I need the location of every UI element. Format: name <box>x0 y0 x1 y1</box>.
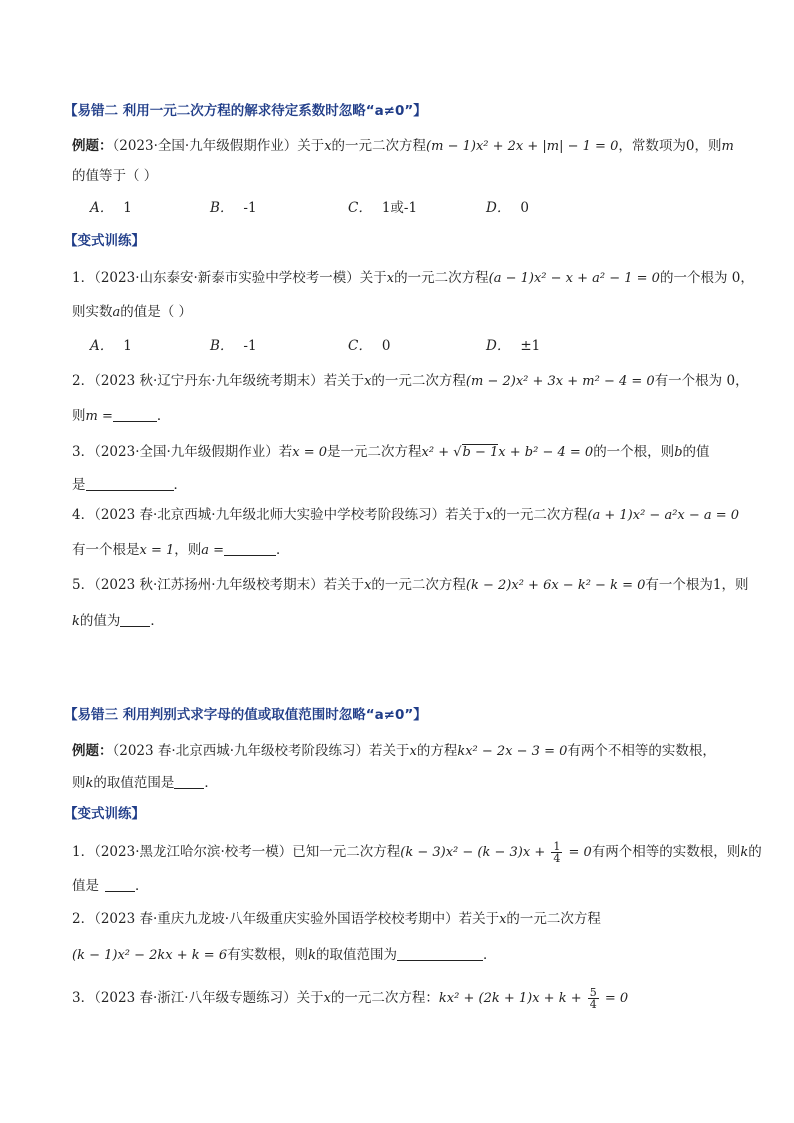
text: 4．（2023 春·北京西城·九年级北师大实验中学校考阶段练习）若关于 <box>72 507 486 523</box>
question-2-5-line-1 <box>72 575 748 596</box>
text: 值是 <box>72 878 99 894</box>
question-3-1-line-2 <box>72 876 149 896</box>
var-x: x <box>386 271 395 286</box>
text: 的值为 <box>79 613 121 629</box>
option-c <box>348 336 390 356</box>
option-d <box>486 198 529 218</box>
option-b <box>210 198 257 218</box>
example-3-line-2 <box>72 773 218 794</box>
text: ，则 <box>721 577 749 593</box>
fraction <box>588 987 599 1010</box>
question-2-3-line-1 <box>72 442 710 463</box>
text: 的一元二次方程 <box>394 270 489 286</box>
text: 的取值范围为 <box>315 947 397 963</box>
var-x: x <box>499 912 507 927</box>
question-2-2-line-2 <box>72 406 170 427</box>
text: 的一元二次方程 <box>371 577 466 593</box>
text: 的值是（ ） <box>120 304 193 320</box>
text: ． <box>482 947 497 963</box>
radicand: b − 1 <box>462 445 499 460</box>
question-2-1-line-1 <box>72 268 754 289</box>
text: ，则 <box>694 138 722 154</box>
text: 的一元二次方程 <box>331 138 427 154</box>
text: 有一个根为 0， <box>654 373 749 389</box>
option-value: 0 <box>520 200 529 216</box>
text: 则 <box>72 775 86 791</box>
equation: (a + 1)x² − a²x − a = 0 <box>587 508 740 523</box>
var-x: x <box>409 744 417 759</box>
equation: a = <box>201 543 225 558</box>
question-3-3-line-1 <box>72 987 628 1010</box>
option-a <box>90 198 132 218</box>
text: ． <box>276 542 290 558</box>
text: 的一个根，则 <box>593 444 675 460</box>
text: 的一元二次方程 <box>371 373 466 389</box>
fraction <box>551 841 562 864</box>
text: 是一元二次方程 <box>327 444 422 460</box>
text: 的一元二次方程 <box>492 507 588 523</box>
equation: x² + <box>421 445 454 460</box>
text: 有两个相等的实数根，则 <box>591 844 741 860</box>
question-3-2-line-2 <box>72 945 496 966</box>
answer-blank[interactable] <box>105 877 135 892</box>
answer-blank[interactable] <box>120 612 150 627</box>
option-value: 1或-1 <box>381 200 418 216</box>
option-value: 1 <box>123 200 132 216</box>
answer-blank[interactable] <box>113 407 157 422</box>
text: ． <box>156 408 171 424</box>
text: 1．（2023·黑龙江哈尔滨·校考一模）已知一元二次方程 <box>72 844 401 860</box>
equation: kx² + (2k + 1)x + k + <box>438 991 586 1006</box>
text: 有实数根，则 <box>227 947 309 963</box>
equation: (k − 1)x² − 2kx + k = 6 <box>72 948 228 963</box>
var-x: x <box>364 578 372 593</box>
numerator: 5 <box>589 986 597 999</box>
var-x: x <box>324 139 332 154</box>
text: 的一元二次方程： <box>330 990 439 1006</box>
text: 则 <box>72 408 86 424</box>
text: 的一元二次方程 <box>506 911 601 927</box>
text: 有一个根为 <box>645 577 713 593</box>
text: （2023 春·北京西城·九年级校考阶段练习）若关于 <box>112 743 410 759</box>
question-2-5-line-2 <box>72 611 164 632</box>
equation: kx² − 2x − 3 = 0 <box>457 744 568 759</box>
option-d <box>486 336 540 356</box>
text: ． <box>204 775 218 791</box>
question-2-2-line-1 <box>72 371 749 392</box>
option-value: ±1 <box>520 338 541 354</box>
text: 是 <box>72 477 86 493</box>
question-3-1-line-1 <box>72 841 762 864</box>
option-key: D． <box>486 200 511 216</box>
option-key: C． <box>348 338 372 354</box>
training-heading: 【变式训练】 <box>64 806 145 822</box>
equation: (m − 2)x² + 3x + m² − 4 = 0 <box>465 374 655 389</box>
text: （2023·全国·九年级假期作业）关于 <box>112 138 325 154</box>
option-key: B． <box>210 338 234 354</box>
option-value: -1 <box>243 200 257 216</box>
text: 的方程 <box>416 743 458 759</box>
var-k: k <box>740 845 749 860</box>
text: 的 <box>748 844 762 860</box>
text: 有一个根是 <box>72 542 140 558</box>
training-heading: 【变式训练】 <box>64 233 145 249</box>
equation: m = <box>85 409 113 424</box>
text: 0 <box>685 138 695 154</box>
question-2-1-line-2 <box>72 302 192 323</box>
equation: (m − 1)x² + 2x + |m| − 1 = 0 <box>426 139 619 154</box>
var-x: x <box>364 374 372 389</box>
equation: (k − 2)x² + 6x − k² − k = 0 <box>465 578 646 593</box>
text: 的一个根为 0， <box>659 270 754 286</box>
answer-blank[interactable] <box>86 476 174 491</box>
text: ，则 <box>174 542 202 558</box>
var-m: m <box>721 139 734 154</box>
answer-blank[interactable] <box>224 541 276 556</box>
option-b <box>210 336 257 356</box>
example-label: 例题： <box>72 743 113 759</box>
option-key: B． <box>210 200 234 216</box>
equation: = 0 <box>600 991 629 1006</box>
question-3-2-line-1 <box>72 909 601 930</box>
text: 的值 <box>682 444 710 460</box>
text: 2．（2023 春·重庆九龙坡·八年级重庆实验外国语学校校考期中）若关于 <box>72 911 500 927</box>
text: ，常数项为 <box>618 138 686 154</box>
text: 则实数 <box>72 304 113 320</box>
section-title-3: 【易错三 利用判别式求字母的值或取值范围时忽略“a≠0”】 <box>64 707 427 723</box>
equation: (a − 1)x² − x + a² − 1 = 0 <box>488 271 660 286</box>
option-key: A． <box>90 338 114 354</box>
text: 2．（2023 秋·辽宁丹东·九年级统考期末）若关于 <box>72 373 365 389</box>
equation: = 0 <box>564 845 592 860</box>
question-2-3-line-2 <box>72 475 187 495</box>
numerator: 1 <box>553 840 561 853</box>
question-2-4-line-2 <box>72 540 290 561</box>
var-b: b <box>674 445 683 460</box>
var-k: k <box>72 614 80 629</box>
var-a: a <box>112 305 121 320</box>
section-title-2: 【易错二 利用一元二次方程的解求待定系数时忽略“a≠0”】 <box>64 103 427 119</box>
answer-blank[interactable] <box>397 946 483 961</box>
denominator: 4 <box>589 998 597 1011</box>
option-key: C． <box>348 200 372 216</box>
option-a <box>90 336 132 356</box>
example-3-line-1 <box>72 741 716 762</box>
option-value: -1 <box>243 338 257 354</box>
option-value: 0 <box>381 338 391 354</box>
var-x: x <box>485 508 493 523</box>
var-x: x <box>323 991 331 1006</box>
text: 的取值范围是 <box>93 775 175 791</box>
option-c <box>348 198 417 218</box>
option-key: A． <box>90 200 114 216</box>
text: 有两个不相等的实数根， <box>567 743 716 759</box>
option-key: D． <box>486 338 511 354</box>
example-label: 例题： <box>72 138 113 154</box>
text: 5．（2023 秋·江苏扬州·九年级校考期末）若关于 <box>72 577 365 593</box>
answer-blank[interactable] <box>174 774 204 789</box>
var-k: k <box>85 776 94 791</box>
text: 1．（2023·山东泰安·新泰市实验中学校考一模）关于 <box>72 270 387 286</box>
example-2-line-2: 的值等于（ ） <box>72 168 158 184</box>
denominator: 4 <box>553 852 561 865</box>
text: ． <box>173 477 187 493</box>
var-k: k <box>308 948 316 963</box>
equation: x = 0 <box>292 445 328 460</box>
option-value: 1 <box>123 338 132 354</box>
text: 1 <box>712 577 722 593</box>
equation: x + b² − 4 = 0 <box>498 445 594 460</box>
example-2-line-1 <box>72 136 734 157</box>
text: ． <box>135 878 149 894</box>
text: ． <box>150 613 164 629</box>
question-2-4-line-1 <box>72 505 739 526</box>
text: 3．（2023·全国·九年级假期作业）若 <box>72 444 293 460</box>
equation: (k − 3)x² − (k − 3)x + <box>400 845 550 860</box>
text: 3．（2023 春·浙江·八年级专题练习）关于 <box>72 990 324 1006</box>
sqrt-symbol: √ <box>453 445 462 460</box>
equation: x = 1 <box>139 543 175 558</box>
